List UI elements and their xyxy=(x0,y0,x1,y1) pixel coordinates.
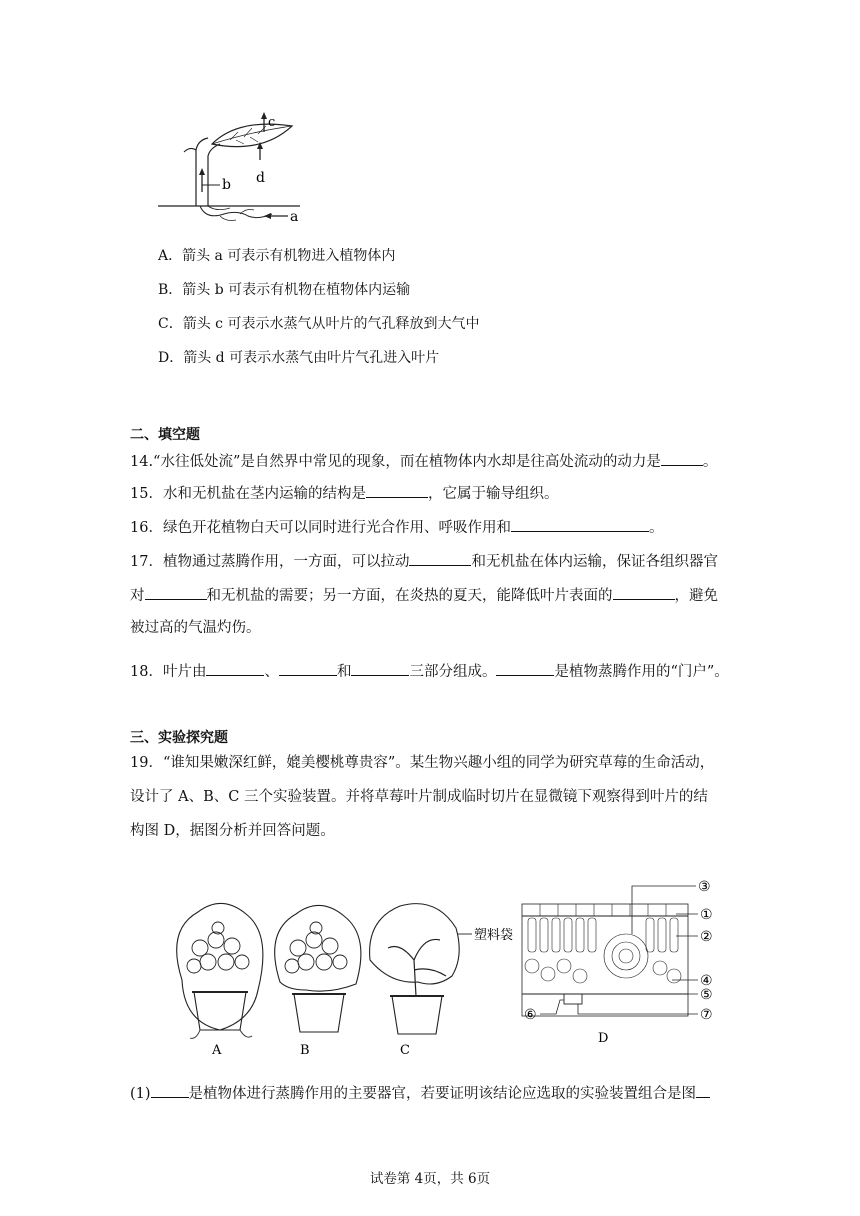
label-setup-d: D xyxy=(598,1031,609,1046)
question-16 xyxy=(130,516,663,538)
q18-text-c: 和 xyxy=(336,664,352,680)
marker-5: ⑤ xyxy=(700,987,713,1003)
marker-7: ⑦ xyxy=(700,1007,713,1023)
plastic-bag-label: 塑料袋 xyxy=(474,928,514,943)
q17-blank-3 xyxy=(613,584,675,600)
question-18 xyxy=(130,660,729,682)
question-17-line-1 xyxy=(130,550,718,572)
q19-sub1-blank-2 xyxy=(696,1082,710,1098)
q18-blank-3 xyxy=(351,660,409,676)
question-17-line-3: 被过高的气温灼伤。 xyxy=(130,620,261,636)
page-footer: 试卷第 4页，共 6页 xyxy=(369,1171,491,1187)
q14-blank xyxy=(661,450,703,466)
q17-blank-2 xyxy=(145,584,207,600)
question-19-line-1: 19．“谁知果嫩深红鲜，媲美樱桃尊贵容”。某生物兴趣小组的同学为研究草莓的生命活动， xyxy=(130,755,715,771)
q19-sub1-number: (1) xyxy=(130,1086,151,1102)
marker-1: ① xyxy=(700,907,713,923)
setup-c xyxy=(370,904,513,1058)
plant-arrow-diagram xyxy=(150,110,320,230)
question-19-line-3: 构图 D，据图分析并回答问题。 xyxy=(130,823,335,839)
label-c: c xyxy=(268,115,276,130)
label-b: b xyxy=(222,177,231,193)
q19-sub1-text: 是植物体进行蒸腾作用的主要器官，若要证明该结论应选取的实验装置组合是图 xyxy=(188,1086,697,1102)
option-b: B．箭头 b 可表示有机物在植物体内运输 xyxy=(158,282,411,298)
q18-text-d: 三部分组成。 xyxy=(409,664,497,680)
leaf-cross-section-d xyxy=(522,879,713,1046)
option-c: C．箭头 c 可表示水蒸气从叶片的气孔释放到大气中 xyxy=(158,316,480,332)
marker-2: ② xyxy=(700,929,713,945)
q19-sub1-blank-1 xyxy=(151,1082,189,1098)
label-setup-a: A xyxy=(212,1043,222,1058)
experiment-apparatus-diagram xyxy=(160,870,730,1060)
q18-blank-2 xyxy=(279,660,337,676)
option-d: D．箭头 d 可表示水蒸气由叶片气孔进入叶片 xyxy=(158,350,440,366)
option-a: A．箭头 a 可表示有机物进入植物体内 xyxy=(158,248,396,264)
q18-text-a: 18．叶片由 xyxy=(130,664,207,680)
question-17-line-2 xyxy=(130,584,718,606)
q17-blank-1 xyxy=(409,550,471,566)
question-14 xyxy=(130,450,717,472)
question-19-sub-1 xyxy=(130,1082,710,1104)
setup-b xyxy=(275,905,361,1058)
setup-a xyxy=(177,903,263,1058)
q15-text-a: 15．水和无机盐在茎内运输的结构是 xyxy=(130,486,366,502)
q17-text-e: ，避免 xyxy=(674,588,718,604)
marker-3: ③ xyxy=(698,879,711,895)
q14-text: 14.“水往低处流”是自然界中常见的现象，而在植物体内水却是往高处流动的动力是 xyxy=(130,454,661,470)
q15-text-b: ，它属于输导组织。 xyxy=(427,486,559,502)
label-setup-c: C xyxy=(400,1043,410,1058)
section-fill-blank-title: 二、填空题 xyxy=(130,427,200,443)
q17-text-c: 对 xyxy=(130,588,145,604)
label-a: a xyxy=(290,209,299,225)
question-19-line-2: 设计了 A、B、C 三个实验装置。并将草莓叶片制成临时切片在显微镜下观察得到叶片的结 xyxy=(130,789,708,805)
q17-text-a: 17．植物通过蒸腾作用，一方面，可以拉动 xyxy=(130,554,410,570)
section-experiment-title: 三、实验探究题 xyxy=(130,730,228,746)
q16-blank xyxy=(511,516,649,532)
q16-text-a: 16．绿色开花植物白天可以同时进行光合作用、呼吸作用和 xyxy=(130,520,511,536)
question-15 xyxy=(130,482,558,504)
marker-6: ⑥ xyxy=(524,1007,537,1023)
q17-text-b: 和无机盐在体内运输，保证各组织器官 xyxy=(471,554,718,570)
label-d: d xyxy=(256,170,265,186)
q15-blank xyxy=(366,482,428,498)
q18-text-e: 是植物蒸腾作用的“门户”。 xyxy=(554,664,729,680)
q18-blank-1 xyxy=(206,660,264,676)
q17-text-d: 和无机盐的需要；另一方面，在炎热的夏天，能降低叶片表面的 xyxy=(206,588,613,604)
q16-text-b: 。 xyxy=(648,520,664,536)
label-setup-b: B xyxy=(300,1043,310,1058)
marker-4: ④ xyxy=(700,973,713,989)
q18-text-b: 、 xyxy=(264,664,279,680)
q18-blank-4 xyxy=(496,660,554,676)
q14-end: 。 xyxy=(702,454,718,470)
